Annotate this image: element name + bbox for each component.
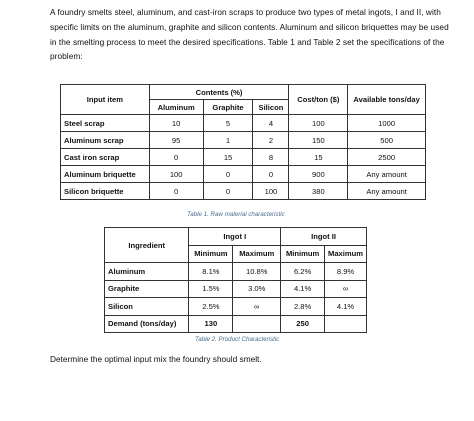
silicon-cell: 8 [253,149,289,166]
ingot2-max-cell: 8.9% [325,263,367,281]
ingot1-max-cell: ∞ [233,298,281,316]
available-cell: Any amount [348,166,426,183]
row-label: Silicon briquette [61,183,150,200]
cost-cell: 100 [289,115,348,132]
graphite-cell: 15 [203,149,253,166]
header-available: Available tons/day [348,85,426,115]
aluminum-cell: 100 [149,166,203,183]
ingot2-min-cell: 2.8% [281,298,325,316]
header-ingot1-maximum: Maximum [233,245,281,263]
silicon-cell: 2 [253,132,289,149]
header-contents: Contents (%) [149,85,289,100]
graphite-cell: 0 [203,183,253,200]
ingot1-empty-cell [233,315,281,333]
header-ingot1-minimum: Minimum [189,245,233,263]
table-row [61,115,426,132]
ingot2-min-cell: 6.2% [281,263,325,281]
cost-cell: 380 [289,183,348,200]
table2-caption: Table 2. Product Characteristic [195,336,280,343]
ingot1-min-cell: 2.5% [189,298,233,316]
table-row [105,263,367,281]
silicon-cell: 0 [253,166,289,183]
aluminum-cell: 10 [149,115,203,132]
header-cost: Cost/ton ($) [289,85,348,115]
table-row [61,166,426,183]
question-text: Determine the optimal input mix the foundry should smelt. [50,354,262,364]
aluminum-cell: 0 [149,149,203,166]
row-label: Cast iron scrap [61,149,150,166]
graphite-cell: 5 [203,115,253,132]
ingot1-max-cell: 3.0% [233,280,281,298]
ingot2-max-cell: 4.1% [325,298,367,316]
ingredient-label: Aluminum [105,263,189,281]
table1-caption: Table 1. Raw material characteristic [187,211,285,218]
ingot2-demand-cell: 250 [281,315,325,333]
aluminum-cell: 95 [149,132,203,149]
header-ingot2-minimum: Minimum [281,245,325,263]
cost-cell: 150 [289,132,348,149]
cost-cell: 15 [289,149,348,166]
table-row [61,183,426,200]
graphite-cell: 1 [203,132,253,149]
header-graphite: Graphite [203,100,253,115]
row-label: Aluminum scrap [61,132,150,149]
ingredient-label: Silicon [105,298,189,316]
row-label: Aluminum briquette [61,166,150,183]
available-cell: 1000 [348,115,426,132]
raw-material-table [60,84,426,200]
header-input-item: Input item [61,85,150,115]
ingredient-label: Demand (tons/day) [105,315,189,333]
ingot1-min-cell: 8.1% [189,263,233,281]
ingot2-max-cell: ∞ [325,280,367,298]
ingot2-min-cell: 4.1% [281,280,325,298]
header-ingot-2: Ingot II [281,228,367,246]
ingot2-empty-cell [325,315,367,333]
ingot1-min-cell: 1.5% [189,280,233,298]
table-row [105,298,367,316]
table-row [105,280,367,298]
available-cell: Any amount [348,183,426,200]
silicon-cell: 100 [253,183,289,200]
product-characteristic-table [104,227,367,333]
header-ingot-1: Ingot I [189,228,281,246]
aluminum-cell: 0 [149,183,203,200]
table-row [105,315,367,333]
cost-cell: 900 [289,166,348,183]
ingot1-demand-cell: 130 [189,315,233,333]
silicon-cell: 4 [253,115,289,132]
header-ingot2-maximum: Maximum [325,245,367,263]
available-cell: 500 [348,132,426,149]
row-label: Steel scrap [61,115,150,132]
table-row [61,149,426,166]
problem-statement: A foundry smelts steel, aluminum, and cast-iron scraps to produce two types of metal ingots, I and II, with specific limits on the aluminum, graphite and silicon contents. Aluminum and silicon briquettes may be used in the smelting process to meet the desired specifications. Table 1 and Table 2 set the specifications of the problem: [50,7,449,62]
available-cell: 2500 [348,149,426,166]
table-row [61,132,426,149]
header-silicon: Silicon [253,100,289,115]
ingredient-label: Graphite [105,280,189,298]
header-ingredient: Ingredient [105,228,189,263]
graphite-cell: 0 [203,166,253,183]
header-aluminum: Aluminum [149,100,203,115]
ingot1-max-cell: 10.8% [233,263,281,281]
